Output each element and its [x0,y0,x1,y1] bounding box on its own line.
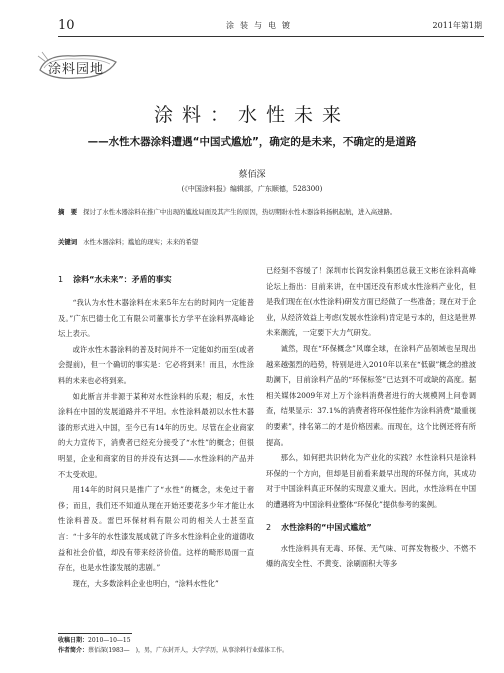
paragraph: 已经刻不容缓了！深圳市长润发涂料集团总裁王文彬在涂料高峰论坛上指出：目前来讲，在中国还没有形成水性涂料产业化，但是我们现在在(水性涂料)研发方面已经做了一些准备；现在对于企业，从经济效益上考虑(发展水性涂料)肯定是亏本的，但这是世界未来潮流，一定要下大力气研发。 [266,266,477,338]
section-title: 涂料“水未来”：矛盾的事实 [73,275,172,284]
section-number: 1 [58,275,64,284]
right-column [266,263,476,572]
section-heading-2 [266,519,476,537]
section-number: 2 [266,522,272,532]
paragraph: “我认为水性木器涂料在未来5年左右的时间内一定能普及。”广东巴德士化工有限公司董事长方学平在涂料界高峰论坛上表示。 [58,298,254,339]
paragraph: 那么，如何把共识转化为产业化的实践？水性涂料只是涂料环保的一个方向，但却是目前看来最早出现的环保方向，其成功对于中国涂料真正环保的实现意义重大。因此，水性涂料在中国的遭遇将为中国涂料业整体“环保化”提供参考的案例。 [266,453,476,509]
article-title: 涂料：水性未来 [153,104,350,126]
journal-name: 涂装与电镀 [226,21,296,30]
footnotes [58,636,484,656]
running-header [58,18,484,34]
keywords-text: 水性木器涂料；尴尬的现实；未来的希望 [83,238,199,246]
keywords [58,236,468,248]
author-affiliation: (《中国涂料报》编辑部，广东顺德，528300) [181,185,323,193]
footnote-rule [58,633,132,634]
received-date: 收稿日期：2010—10—15 [58,637,131,644]
keywords-label: 关键词 [58,238,78,246]
author-name: 蔡佰深 [238,170,266,180]
author-bio: 作者简介：蔡佰深(1983— )，男，广东封开人，大学学历，从事涂料行业媒体工作。 [58,647,288,654]
section-heading-1 [58,271,254,289]
column-badge [36,48,120,84]
issue-label: 2011年第1期 [432,21,482,30]
abstract [58,206,468,218]
paragraph: 诚然，现在“环保概念”风靡全球，在涂料产品领域也呈现出越来越强烈的趋势，特别是进入2010年以来在“低碳”概念的推波助澜下，目前涂料产品的“环保标签”已达到不可或缺的高度。据相关媒体2009年对上万个涂料消费者进行的大规模网上问卷调查，结果显示：37.1%的消费者将环保性能作为涂料消费“最重视的要素”，排名第二的才是价格因素。而现在，这个比例还将有所提高。 [266,343,476,447]
abstract-text: 探讨了水性木器涂料在推广中出现的尴尬局面及其产生的原因，热切期盼水性木器涂料扬帆起航，进入高速路。 [83,208,397,216]
left-column [58,263,254,591]
article-subtitle: ——水性木器涂料遭遇“中国式尴尬”，确定的是未来，不确定的是道路 [87,136,417,148]
paragraph: 如此断言并非源于某种对水性涂料的乐观；相反，水性涂料在中国的发展道路并不平坦。水性涂料最初以水性木器漆的形式进入中国，至今已有14年的历史。尽管在企业商家的大力宣传下，消费者已经充分接受了“水性”的概念；但很明显，企业和商家的目的并没有达到——水性涂料的产品并不太受欢迎。 [58,391,254,479]
paragraph: 现在，大多数涂料企业也明白，“涂料水性化” [72,578,219,588]
column-name: 涂料园地 [48,62,105,77]
section-title: 水性涂料的“中国式尴尬” [281,522,372,532]
header-rule [58,36,484,37]
paragraph: 水性涂料具有无毒、环保、无气味、可挥发物极少、不燃不爆的高安全性、不黄变、涂刷面积大等多 [266,543,476,569]
paragraph: 或许水性木器涂料的普及时间并不一定能如约而至(或者会提前)，但一个确切的事实是：它必将到来！而且，水性涂料的未来也必将到来。 [58,344,254,385]
abstract-label: 摘 要 [58,208,78,216]
page-number: 10 [58,18,75,33]
paragraph: 用14年的时间只是推广了“水性”的概念，未免过于奢侈；而且，我们还不知道从现在开始还要花多少年才能让水性涂料普及。雷巴环保材料有限公司的相关人士甚至直言：“十多年的水性漆发展成就了许多水性涂料企业的道德收益和社会价值，却没有带来经济价值。这样的畸形局面一直存在，也是水性漆发展的悲剧。” [58,485,254,573]
